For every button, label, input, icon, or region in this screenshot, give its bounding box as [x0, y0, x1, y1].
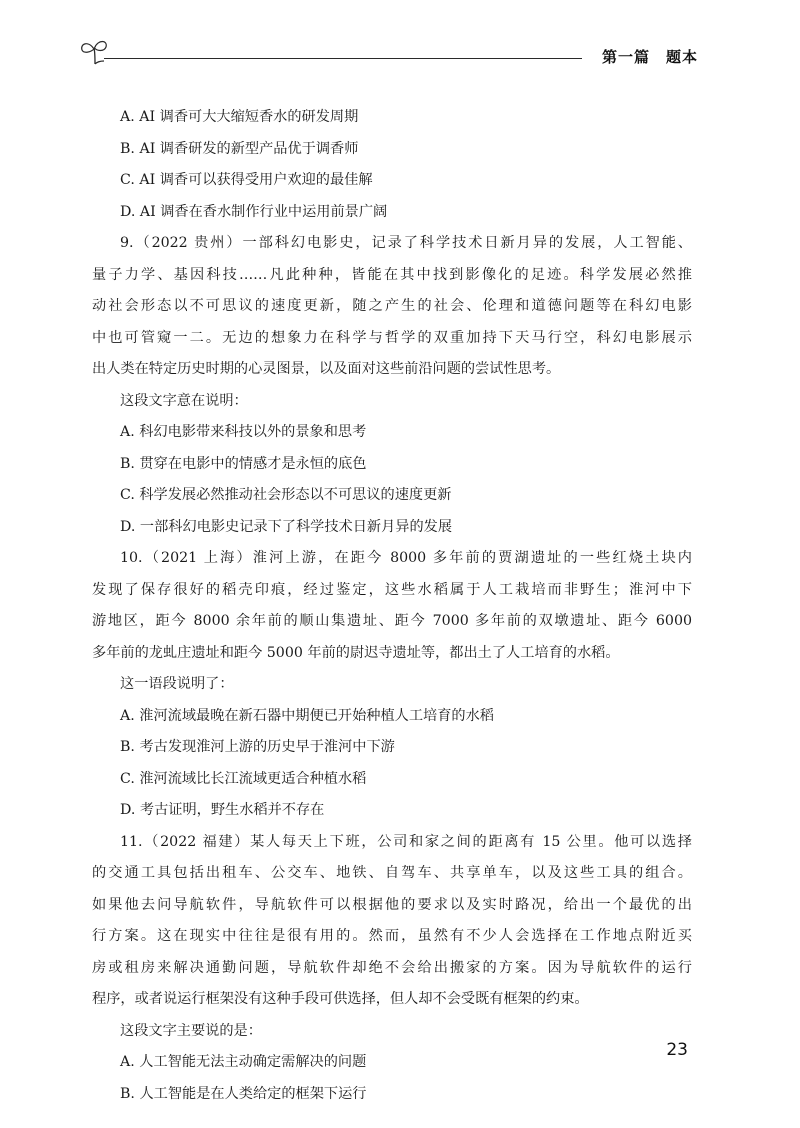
option-line: B. 贯穿在电影中的情感才是永恒的底色	[120, 455, 367, 472]
option-line: D. 考古证明，野生水稻并不存在	[120, 802, 325, 818]
passage-line: 多年前的龙虬庄遗址和距今 5000 年前的尉迟寺遗址等，都出土了人工培育的水稻。	[92, 644, 620, 661]
option-line: C. 淮河流域比长江流域更适合种植水稻	[120, 770, 367, 787]
question-prompt: 这段文字意在说明：	[120, 392, 248, 409]
passage-line: 出人类在特定历史时期的心灵图景，以及面对这些前沿问题的尝试性思考。	[92, 361, 561, 377]
option-line: B. AI 调香研发的新型产品优于调香师	[120, 140, 359, 157]
option-line: A. 科幻电影带来科技以外的景象和思考	[120, 424, 367, 440]
passage-line: 10.（2021 上海）淮河上游，在距今 8000 多年前的贾湖遗址的一些红烧土块内	[120, 550, 692, 566]
page-number: 23	[666, 1040, 688, 1060]
q8-options	[92, 102, 692, 228]
passage-line: 11.（2022 福建）某人每天上下班，公司和家之间的距离有 15 公里。他可以选择	[120, 833, 692, 850]
header-rule	[104, 58, 582, 59]
option-line: C. AI 调香可以获得受用户欢迎的最佳解	[120, 172, 373, 188]
option-line: A. 人工智能无法主动确定需解决的问题	[120, 1054, 367, 1070]
passage-line: 行方案。这在现实中往往是很有用的。然而，虽然有不少人会选择在工作地点附近买	[92, 928, 692, 944]
page-header	[78, 36, 698, 76]
passage-line: 动社会形态以不可思议的速度更新，随之产生的社会、伦理和道德问题等在科幻电影	[92, 298, 692, 314]
option-line: C. 科学发展必然推动社会形态以不可思议的速度更新	[120, 487, 452, 503]
option-line: B. 考古发现淮河上游的历史早于淮河中下游	[120, 739, 395, 755]
passage-line: 发现了保存很好的稻壳印痕，经过鉴定，这些水稻属于人工栽培而非野生；淮河中下	[92, 581, 692, 598]
option-line: D. AI 调香在香水制作行业中运用前景广阔	[120, 203, 388, 220]
page-content	[92, 102, 692, 1110]
passage-line: 游地区，距今 8000 余年前的顺山集遗址、距今 7000 多年前的双墩遗址、距今 6000	[92, 613, 692, 629]
option-line: D. 一部科幻电影史记录下了科学技术日新月异的发展	[120, 518, 453, 535]
question-prompt: 这一语段说明了：	[120, 676, 234, 692]
passage-line: 如果他去问导航软件，导航软件可以根据他的要求以及实时路况，给出一个最优的出	[92, 896, 692, 913]
question-prompt: 这段文字主要说的是：	[120, 1022, 262, 1039]
sprout-icon	[78, 36, 112, 68]
option-line: A. AI 调香可大大缩短香水的研发周期	[120, 109, 359, 125]
question-10	[92, 543, 692, 827]
question-11	[92, 827, 692, 1111]
passage-line: 9.（2022 贵州）一部科幻电影史，记录了科学技术日新月异的发展，人工智能、	[120, 235, 692, 251]
passage-line: 的交通工具包括出租车、公交车、地铁、自驾车、共享单车，以及这些工具的组合。	[92, 865, 692, 881]
passage-line: 中也可管窥一二。无边的想象力在科学与哲学的双重加持下天马行空，科幻电影展示	[92, 329, 692, 346]
passage-line: 房或租房来解决通勤问题，导航软件却绝不会给出搬家的方案。因为导航软件的运行	[92, 959, 692, 976]
passage-line: 量子力学、基因科技……凡此种种，皆能在其中找到影像化的足迹。科学发展必然推	[92, 266, 692, 283]
section-title: 第一篇 题本	[601, 48, 698, 66]
option-line: B. 人工智能是在人类给定的框架下运行	[120, 1085, 367, 1102]
question-9	[92, 228, 692, 543]
passage-line: 程序，或者说运行框架没有这种手段可供选择，但人却不会受既有框架的约束。	[92, 991, 589, 1007]
option-line: A. 淮河流域最晚在新石器中期便已开始种植人工培育的水稻	[120, 707, 494, 724]
